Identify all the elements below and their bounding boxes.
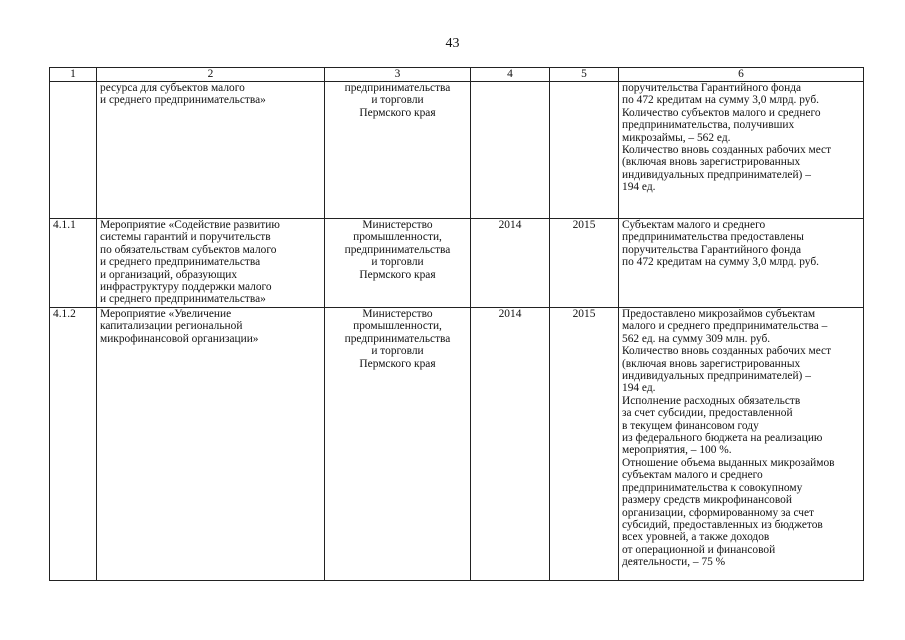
end-year-cell: 2015 [550,219,619,308]
expected-result-cell [619,82,864,219]
text-line: предпринимательства [344,332,451,345]
text-line: 194 ед. [622,181,656,194]
column-number-cell: 4 [471,68,550,82]
end-year-cell: 2015 [550,308,619,581]
column-number-cell: 1 [50,68,97,82]
start-year-cell: 2014 [471,219,550,308]
executor-cell [325,308,471,581]
start-year-cell [471,82,550,219]
table-row [50,82,864,219]
start-year-cell: 2014 [471,308,550,581]
column-number-cell: 3 [325,68,471,82]
text-line: организации, сформированному за счет [622,506,815,519]
text-line: предпринимательства предоставлены [622,231,804,244]
text-line: Пермского края [359,268,436,281]
text-line: предпринимательства, получивших [622,119,795,132]
text-line: и торговли [371,256,424,269]
text-line: субсидий, предоставленных из бюджетов [622,518,823,531]
text-line: Количество субъектов малого и среднего [622,106,821,119]
text-line: ресурса для субъектов малого [100,82,245,94]
text-line: Количество вновь созданных рабочих мест [622,345,832,358]
text-line: промышленности, [353,231,442,244]
page-number: 43 [445,36,460,51]
text-line: от операционной и финансовой [622,543,776,556]
text-line: капитализации региональной [100,320,243,333]
activity-description-cell [97,308,325,581]
program-activities-table [49,67,864,581]
text-line: Пермского края [359,357,436,370]
text-line: в текущем финансовом году [622,419,759,432]
text-line: поручительства Гарантийного фонда [622,82,802,94]
text-line: Количество вновь созданных рабочих мест [622,144,832,157]
column-number-header-row [50,68,864,82]
activity-description-cell [97,219,325,308]
expected-result-cell [619,219,864,308]
text-line: и торговли [371,345,424,358]
text-line: инфраструктуру поддержки малого [100,281,272,294]
table-row [50,219,864,308]
activity-description-cell [97,82,325,219]
text-line: субъектам малого и среднего [622,469,763,482]
text-line: размеру средств микрофинансовой [622,494,792,507]
expected-result-cell [619,308,864,581]
text-line: и среднего предпринимательства» [100,94,266,107]
table-row [50,308,864,581]
text-line: Предоставлено микрозаймов субъектам [622,308,816,320]
text-line: Министерство [362,308,433,320]
text-line: по обязательствам субъектов малого [100,243,277,256]
text-line: Министерство [362,219,433,231]
column-number-cell: 6 [619,68,864,82]
text-line: Мероприятие «Увеличение [100,308,232,320]
text-line: всех уровней, а также доходов [622,531,770,544]
text-line: поручительства Гарантийного фонда [622,243,802,256]
text-line: Отношение объема выданных микрозаймов [622,456,835,469]
end-year-cell [550,82,619,219]
text-line: и среднего предпринимательства [100,256,261,269]
executor-cell [325,219,471,308]
text-line: предпринимательства к совокупному [622,481,803,494]
text-line: предпринимательства [344,82,451,94]
text-line: (включая вновь зарегистрированных [622,156,801,169]
text-line: Исполнение расходных обязательств [622,394,801,407]
text-line: малого и среднего предпринимательства – [622,320,828,333]
text-line: за счет субсидии, предоставленной [622,407,793,420]
text-line: по 472 кредитам на сумму 3,0 млрд. руб. [622,256,819,269]
text-line: 194 ед. [622,382,656,395]
text-line: по 472 кредитам на сумму 3,0 млрд. руб. [622,94,819,107]
text-line: Мероприятие «Содействие развитию [100,219,280,231]
text-line: микрозаймы, – 562 ед. [622,131,731,144]
text-line: (включая вновь зарегистрированных [622,357,801,370]
text-line: и организаций, образующих [100,268,238,281]
text-line: 562 ед. на сумму 309 млн. руб. [622,332,771,345]
item-number-cell: 4.1.2 [50,308,97,581]
text-line: из федерального бюджета на реализацию [622,432,823,445]
item-number-cell: 4.1.1 [50,219,97,308]
text-line: и торговли [371,94,424,107]
executor-cell [325,82,471,219]
text-line: предпринимательства [344,243,451,256]
column-number-cell: 2 [97,68,325,82]
text-line: деятельности, – 75 % [622,556,726,569]
text-line: микрофинансовой организации» [100,332,259,345]
item-number-cell [50,82,97,219]
column-number-cell: 5 [550,68,619,82]
text-line: промышленности, [353,320,442,333]
text-line: и среднего предпринимательства» [100,293,266,306]
text-line: системы гарантий и поручительств [100,231,271,244]
text-line: индивидуальных предпринимателей) – [622,168,811,181]
text-line: индивидуальных предпринимателей) – [622,370,811,383]
text-line: Пермского края [359,106,436,119]
text-line: мероприятия, – 100 %. [622,444,732,457]
text-line: Субъектам малого и среднего [622,219,766,231]
